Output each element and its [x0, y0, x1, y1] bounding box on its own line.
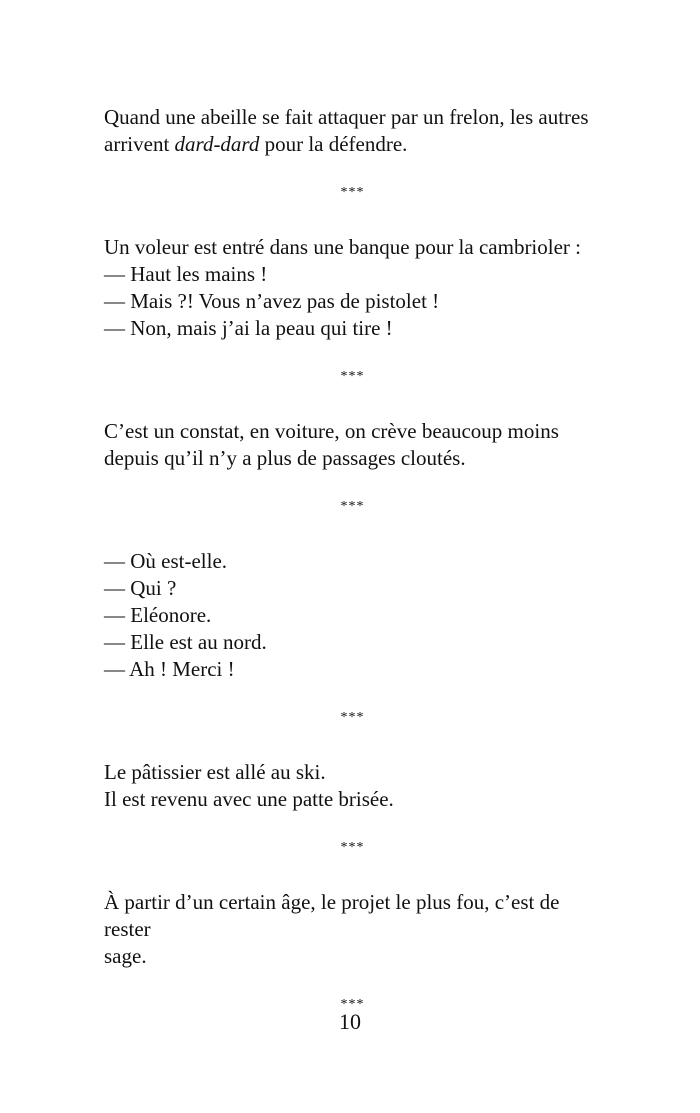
text-span: — Où est-elle. [104, 549, 228, 573]
page-number: 10 [339, 1009, 361, 1034]
text-span: arrivent [104, 132, 175, 156]
text-span: depuis qu’il n’y a plus de passages cloutés. [104, 446, 466, 470]
text-line [104, 786, 597, 813]
italic-text: dard-dard [174, 132, 260, 156]
text-span: À partir d’un certain âge, le projet le plus fou, c’est de rester [104, 890, 560, 941]
text-span: — Ah ! Merci ! [104, 657, 235, 681]
text-span: — Eléonore. [104, 603, 212, 627]
text-line [104, 548, 597, 575]
text-span: Un voleur est entré dans une banque pour la cambrioler : [104, 235, 582, 259]
text-line [104, 104, 597, 131]
jokes-content [104, 104, 597, 1012]
text-line [104, 315, 597, 342]
text-span: — Elle est au nord. [104, 630, 267, 654]
joke-block [104, 418, 597, 472]
joke-block [104, 104, 597, 158]
text-span: Il est revenu avec une patte brisée. [104, 787, 394, 811]
text-line [104, 656, 597, 683]
text-line [104, 261, 597, 288]
text-span: pour la défendre. [259, 132, 408, 156]
section-separator: *** [340, 185, 365, 200]
joke-block [104, 234, 597, 342]
text-span: Quand une abeille se fait attaquer par un frelon, les autres [104, 105, 589, 129]
text-span: — Haut les mains ! [104, 262, 268, 286]
section-separator: *** [340, 499, 365, 514]
text-span: Le pâtissier est allé au ski. [104, 760, 326, 784]
text-line [104, 288, 597, 315]
section-separator: *** [340, 369, 365, 384]
text-span: C’est un constat, en voiture, on crève beaucoup moins [104, 419, 559, 443]
text-span: — Mais ?! Vous n’avez pas de pistolet ! [104, 289, 440, 313]
text-line [104, 943, 597, 970]
text-span: — Qui ? [104, 576, 177, 600]
section-separator: *** [340, 840, 365, 855]
text-span: sage. [104, 944, 147, 968]
text-line [104, 445, 597, 472]
text-line [104, 889, 597, 943]
section-separator: *** [340, 997, 365, 1012]
text-line [104, 602, 597, 629]
text-line [104, 575, 597, 602]
page-body [104, 104, 597, 1046]
joke-block [104, 759, 597, 813]
text-line [104, 234, 597, 261]
joke-block [104, 548, 597, 683]
text-line [104, 759, 597, 786]
text-line [104, 629, 597, 656]
text-line [104, 131, 597, 158]
text-span: — Non, mais j’ai la peau qui tire ! [104, 316, 393, 340]
section-separator: *** [340, 710, 365, 725]
joke-block [104, 889, 597, 970]
text-line [104, 418, 597, 445]
